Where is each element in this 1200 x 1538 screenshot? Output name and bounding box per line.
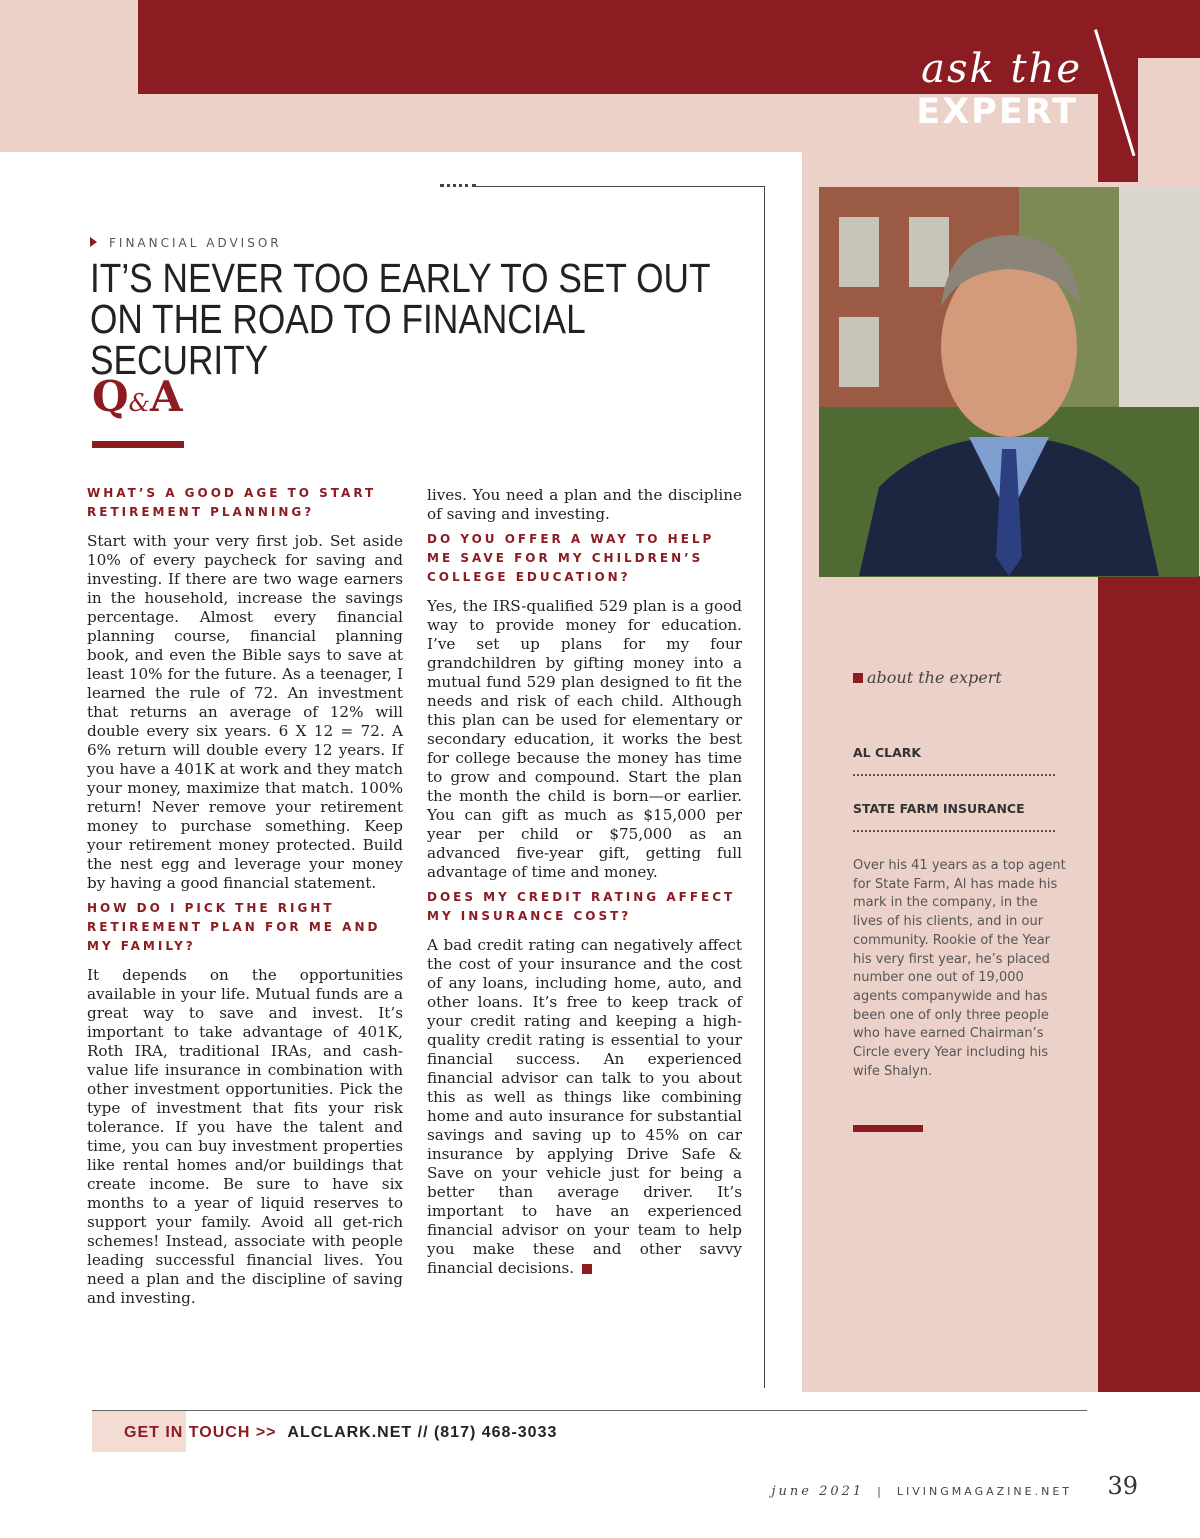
qa-q: Q xyxy=(92,372,129,421)
portrait-illustration xyxy=(819,187,1199,576)
qa-label xyxy=(92,372,183,421)
about-the-expert xyxy=(853,668,1002,687)
dotted-divider xyxy=(853,774,1055,776)
question-2: HOW DO I PICK THE RIGHT RETIREMENT PLAN FOR ME AND MY FAMILY? xyxy=(87,901,381,953)
qa-a: A xyxy=(149,372,183,421)
answer-2: It depends on the opportunities available in your life. Mutual funds are a great way to save and invest. It’s important to take advantage of 401K, Roth IRA, traditional IRAs, and cash-value life insurance in combination with other investment opportunities. Pick the type of investment that fits your risk tolerance. If you have the talent and time, you can buy investment properties like rental homes and/or buildings that create income. Be sure to have six months to a year of liquid reserves to support your family. Avoid all get-rich schemes! Instead, associate with people leading successful financial lives. You need a plan and the discipline of saving and investing. xyxy=(87,966,403,1307)
expert-company: STATE FARM INSURANCE xyxy=(853,801,1025,816)
square-bullet-icon xyxy=(853,673,863,683)
kicker-text: FINANCIAL ADVISOR xyxy=(109,236,282,250)
footer-separator: | xyxy=(877,1485,884,1498)
kicker xyxy=(90,236,282,250)
page-number: 39 xyxy=(1107,1472,1138,1500)
answer-2-continued: lives. You need a plan and the discipline of saving and investing. xyxy=(427,486,742,523)
expert-name: AL CLARK xyxy=(853,745,922,760)
dotted-divider xyxy=(853,830,1055,832)
issue-date: june 2021 xyxy=(771,1484,865,1499)
answer-4 xyxy=(427,936,742,1278)
footer-rule xyxy=(92,1410,1087,1411)
end-mark-icon xyxy=(582,1264,592,1274)
question-3: DO YOU OFFER A WAY TO HELP ME SAVE FOR MY CHILDREN’S COLLEGE EDUCATION? xyxy=(427,532,715,584)
article-column-2 xyxy=(427,486,742,1284)
dotted-rule xyxy=(440,184,476,187)
answer-1: Start with your very first job. Set aside 10% of every paycheck for saving and investing. If there are two wage earners in the household, increase the savings percentage. Almost every financial planning course, financial planning book, and even the Bible says to save at least 10% for the future. As a teenager, I learned the rule of 72. An investment that returns an average of 12% will double every six years. 6 X 12 = 72. A 6% return will double every 12 years. If you have a 401K at work and they match your money, maximize that match. 100% return! Never remove your retirement money to purchase something. Keep your retirement money protected. Build the nest egg and leverage your money by having a good financial statement. xyxy=(87,532,403,892)
top-rule xyxy=(472,186,764,187)
column-rule xyxy=(764,186,765,1388)
expert-portrait xyxy=(819,187,1199,576)
about-label: about the expert xyxy=(867,668,1002,687)
banner-expert: EXPERT xyxy=(916,92,1078,132)
get-in-touch: GET IN TOUCH >> xyxy=(124,1424,277,1441)
answer-3: Yes, the IRS-qualified 529 plan is a good way to provide money for education. I’ve set up plans for my four grandchildren by gifting money into a mutual fund 529 plan designed to fit the needs and risk of each child. Although this plan can be used for elementary or secondary education, it works the best for college because the money has time to grow and compound. Start the plan the month the child is born—or earlier. You can gift as much as $15,000 per year per child or $75,000 as an advanced five-year gift, getting full advantage of time and money. xyxy=(427,597,742,881)
answer-4-text: A bad credit rating can negatively affect the cost of your insurance and the cost of any loans, including home, auto, and other loans. It’s free to keep track of your credit rating and keeping a high-quality credit rating is essential to your financial success. An experienced financial advisor can talk to you about this as well as things like combining home and auto insurance for substantial savings and saving up to 45% on car insurance by applying Drive Safe & Save on your vehicle just for being a better than average driver. It’s important to have an experienced financial advisor on your team to help you make these and other savvy financial decisions. xyxy=(427,936,742,1277)
banner-ask-the: ask the xyxy=(921,46,1082,92)
bio-bar xyxy=(853,1125,923,1132)
qa-amp: & xyxy=(128,389,150,417)
triangle-icon xyxy=(90,237,97,247)
site-link[interactable]: LIVINGMAGAZINE.NET xyxy=(896,1485,1072,1498)
contact-link[interactable]: ALCLARK.NET // (817) 468-3033 xyxy=(287,1424,558,1441)
question-4: DOES MY CREDIT RATING AFFECT MY INSURANCE COST? xyxy=(427,890,736,923)
article-column-1 xyxy=(87,484,403,1307)
contact-line xyxy=(124,1424,557,1442)
question-1: WHAT’S A GOOD AGE TO START RETIREMENT PLANNING? xyxy=(87,486,377,519)
headline: IT’S NEVER TOO EARLY TO SET OUT ON THE ROAD TO FINANCIAL SECURITY xyxy=(90,255,710,383)
qa-bar xyxy=(92,441,184,448)
expert-bio: Over his 41 years as a top agent for State Farm, Al has made his mark in the company, in the lives of his clients, and in our community. Rookie of the Year his very first year, he’s placed number one out of 19,000 agents companywide and has been one of only three people who have earned Chairman’s Circle every Year including his wife Shalyn. xyxy=(853,858,1066,1079)
page-footer xyxy=(771,1484,1072,1499)
